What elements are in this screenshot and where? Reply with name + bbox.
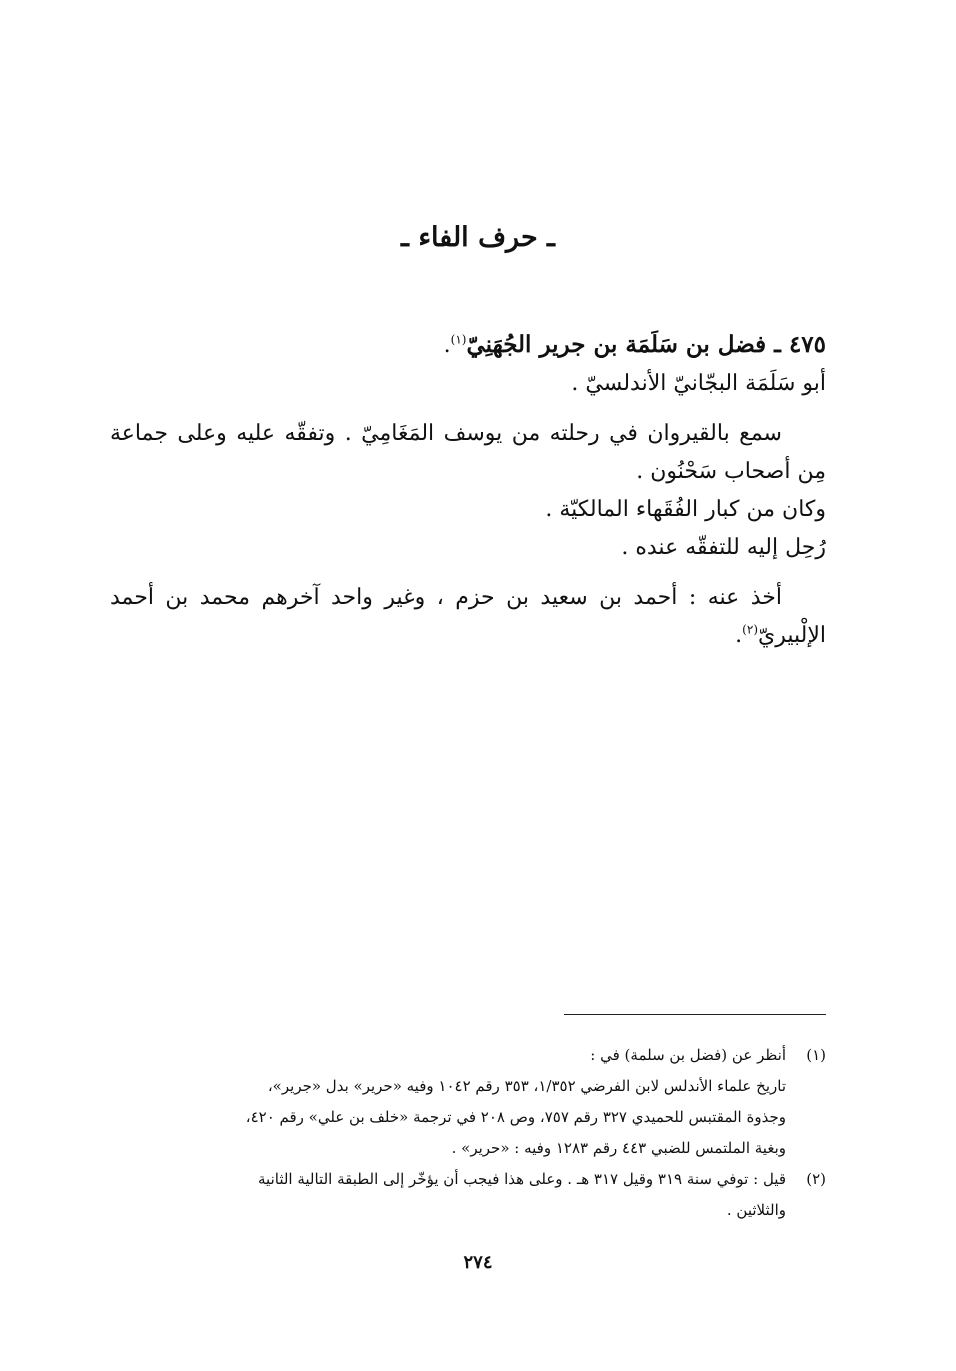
paragraph-studies: سمع بالقيروان في رحلته من يوسف المَغَامِيّ . وتفقّه عليه وعلى جماعة مِن أصحاب سَحْنُون . xyxy=(110,421,826,484)
footnote-separator xyxy=(564,1014,826,1015)
paragraph-students-end: . xyxy=(735,623,743,648)
footnote-line: أنظر عن (فضل بن سلمة) في : xyxy=(590,1046,786,1064)
footnote-2 xyxy=(110,1164,826,1226)
footnote-line: والثلاثين . xyxy=(726,1201,786,1219)
paragraph-students-text: أخذ عنه : أحمد بن سعيد بن حزم ، وغير واحد آخرهم محمد بن أحمد الإلْبيريّ xyxy=(110,585,826,648)
footnotes xyxy=(110,1040,826,1226)
page-number: ٢٧٤ xyxy=(463,1252,493,1273)
footnote-number: (١) xyxy=(806,1046,826,1064)
paragraph-students xyxy=(110,579,826,655)
footnote-reference-1: (١) xyxy=(450,332,467,347)
footnote-reference-2: (٢) xyxy=(742,622,758,637)
paragraph-travel: رُحِل إليه للتفقّه عنده . xyxy=(621,535,826,560)
paragraph-rank: وكان من كبار الفُقَهاء المالكيّة . xyxy=(545,497,826,522)
entry-heading-end: . xyxy=(443,333,451,358)
footnote-body xyxy=(110,1164,786,1226)
footnote-line: وجذوة المقتبس للحميدي ٣٢٧ رقم ٧٥٧، وص ٢٠٨ في ترجمة «خلف بن علي» رقم ٤٢٠، xyxy=(245,1108,786,1126)
footnote-number: (٢) xyxy=(806,1170,826,1188)
section-title: ـ حرف الفاء ـ xyxy=(401,222,555,253)
entry-heading xyxy=(110,326,826,365)
footnote-line: قيل : توفي سنة ٣١٩ وقيل ٣١٧ هـ . وعلى هذا فيجب أن يؤخّر إلى الطبقة التالية الثانية xyxy=(258,1170,786,1188)
paragraph-spacer xyxy=(110,567,826,579)
footnote-1 xyxy=(110,1040,826,1164)
footnote-body xyxy=(110,1040,786,1164)
footnote-line: تاريخ علماء الأندلس لابن الفرضي ١/٣٥٢، ٣٥٣ رقم ١٠٤٢ وفيه «حرير» بدل «جرير»، xyxy=(267,1077,786,1095)
biography-entry xyxy=(110,326,826,655)
footnote-line: وبغية الملتمس للضبي ٤٤٣ رقم ١٢٨٣ وفيه : «حرير» . xyxy=(451,1139,786,1157)
entry-heading-text: ٤٧٥ ـ فضل بن سَلَمَة بن جرير الجُهَنِيّ xyxy=(466,331,826,358)
entry-kunya: أبو سَلَمَة البجّانيّ الأندلسيّ . xyxy=(571,371,826,396)
paragraph-spacer xyxy=(110,403,826,415)
